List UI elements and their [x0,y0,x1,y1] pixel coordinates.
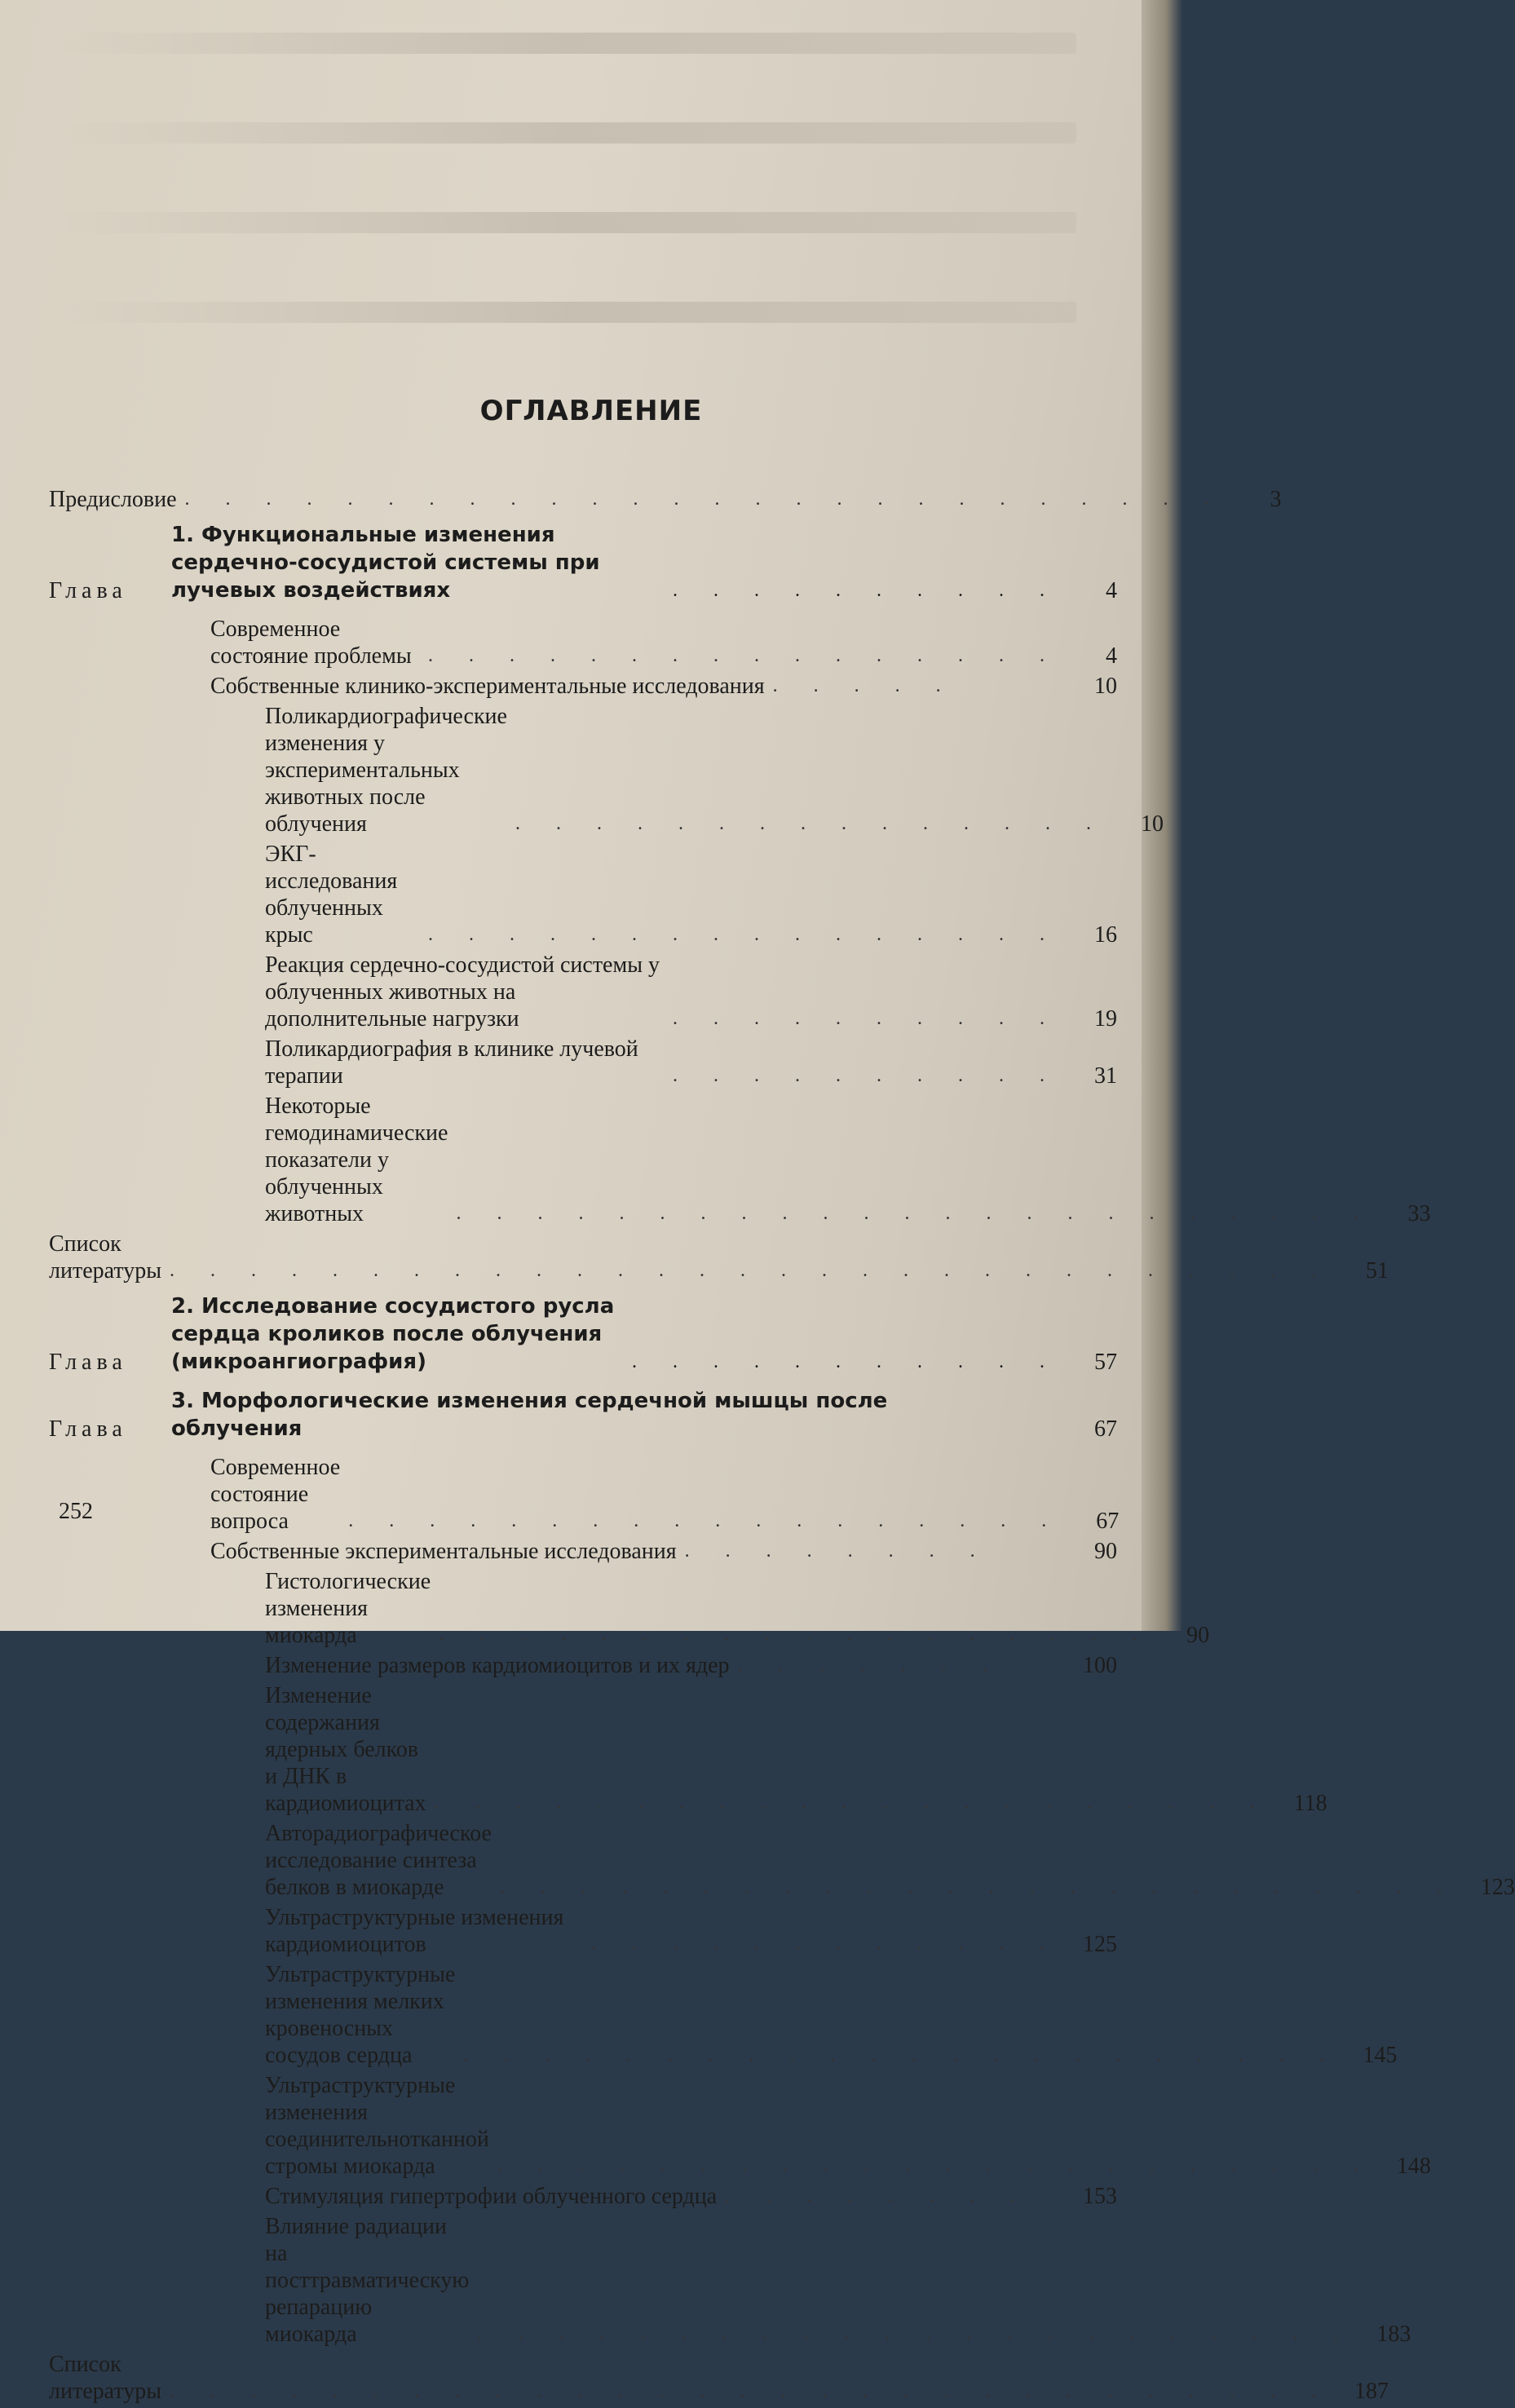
toc-page-number: 19 [1094,1006,1117,1032]
leader-dots: . . . . . . . . . . . . . . . . [428,924,1060,945]
toc-page-number: 145 [1363,2043,1398,2068]
page-number-folio: 252 [59,1499,93,1524]
toc-entry [49,1961,1398,2069]
toc-page-number: 67 [1096,1509,1120,1534]
toc-entry-text: Влияние радиации на посттравматическую репарацию миокарда [265,2214,470,2347]
toc-chapter-3 [49,1387,1117,1443]
toc-entry-text: Авторадиографическое исследование синтеза белков в миокарде [265,1821,492,1900]
chapter-title: 3. Морфологические изменения сердечной мышцы после облучения [171,1389,888,1441]
toc-entry [49,1454,1120,1535]
toc-page-number: 153 [1083,2184,1117,2209]
toc-entry-preface [49,486,1282,513]
chapter-title: 1. Функциональные изменения сердечно-сосудистой системы при лучевых воздействиях [171,523,600,603]
bleed-through-line [57,122,1076,144]
toc-entry [49,952,1117,1032]
toc-page-number: 183 [1376,2322,1411,2347]
leader-dots: . . . . . . . . . . . . . . . . . . . . . . . [456,1203,1374,1224]
bleed-through-line [57,302,1076,323]
toc-entry-text: Собственные экспериментальные исследования [210,1539,677,1564]
toc-page-number: 31 [1094,1063,1117,1089]
toc-entry-text: Список литературы [49,2352,162,2404]
toc-page-number: 125 [1083,1932,1117,1957]
toc-page-number: 123 [1480,1875,1515,1900]
toc-entry [49,2072,1431,2180]
toc-entry [49,841,1117,948]
toc-entry [49,616,1117,669]
toc-entry-text: Современное состояние проблемы [210,616,412,669]
leader-dots: . . . . . . . . [725,2185,1031,2207]
toc-entry-text: Ультраструктурные изменения мелких кровеносных сосудов сердца [265,1962,456,2068]
toc-chapter-2 [49,1292,1117,1376]
toc-page-number: 118 [1293,1791,1327,1816]
toc-page-number: 100 [1083,1653,1117,1678]
leader-dots: . . . . . . . . . . . [632,1351,1060,1372]
toc-entry-references [49,1231,1389,1284]
toc-page-number: 10 [1094,674,1117,699]
leader-dots: . . . . . . . . . . . . . . . . . . . . . . . . . . . . . [170,1260,1332,1281]
toc-entry [49,1820,1515,1901]
toc-entry-text: Изменение размеров кардиомиоцитов и их ядер [265,1653,730,1678]
toc-page-number: 187 [1354,2379,1389,2404]
toc-entry [49,1538,1117,1565]
leader-dots: . . . . . . . . . . . . [591,1933,1060,1955]
toc-entry [49,703,1164,837]
leader-dots: . . . . . . . . . . . . . . . [515,813,1106,834]
toc-entry-text: Собственные клинико-экспериментальные исследования [210,674,765,699]
toc-entry [49,1682,1327,1817]
toc-entry-text: Изменение содержания ядерных белков и ДНК в кардиомиоцитах [265,1683,426,1816]
toc-entry [49,2213,1411,2348]
chapter-title: 2. Исследование сосудистого русла сердца кроликов после облучения (микроангиография) [171,1294,615,1374]
toc-page-number: 4 [1106,643,1117,669]
chapter-label: Глава [49,1416,127,1442]
leader-dots: . . . . . . . . . . . . . . . . . . . . . . [463,2044,1341,2066]
toc-page-number: 33 [1407,1201,1431,1226]
leader-dots: . . . . . . . . . . . . . . . . . . . . . . . . . . . . . [170,2380,1332,2401]
leader-dots: . . . . . . . . . . . . . . . . . . . . . [434,1792,1270,1814]
toc-page-number: 10 [1140,811,1164,837]
toc-page-number: 51 [1366,1258,1389,1284]
leader-dots: . . . . . . . [737,1655,1003,1676]
toc-entry-text: Предисловие [49,487,177,512]
toc-entry-references [49,2351,1389,2405]
leader-dots: . . . . . . . . . . . . . . . . [428,645,1060,666]
toc-entry-text: Ультраструктурные изменения кардиомиоцитов [265,1905,564,1957]
toc-page-number: 67 [1094,1416,1117,1442]
toc-page-number: 90 [1094,1539,1117,1564]
leader-dots: . . . . . . . . . . . . . . . . . . . . . . . . . . [184,488,1225,510]
toc-entry-text: Поликардиография в клинике лучевой терапии [265,1036,638,1089]
chapter-label: Глава [49,578,127,603]
leader-dots: . . . . . . . . . . [673,1065,1060,1086]
bleed-through-line [57,33,1076,54]
toc-entry [49,1652,1117,1679]
toc-entry-text: Поликардиографические изменения у экспериментальных животных после облучения [265,704,507,837]
toc-entry-text: Список литературы [49,1231,162,1284]
leader-dots: . . . . . . . . . . . . . . . . . . . . . . [497,2155,1374,2176]
toc-page-number: 4 [1106,578,1117,603]
toc-entry-text: Некоторые гемодинамические показатели у облученных животных [265,1094,448,1226]
bleed-through-line [57,212,1076,233]
toc-entry-text: Современное состояние вопроса [210,1455,341,1534]
table-of-contents [49,486,1515,2408]
leader-dots: . . . . . . . . . . . . . . . . . . . . . . . . [499,1876,1458,1898]
leader-dots: . . . . . [772,675,956,696]
toc-entry [49,1904,1117,1958]
leader-dots: . . . . . . . . . . . . . . . . . . [439,1624,1153,1646]
toc-entry-text: Гистологические изменения миокарда [265,1569,431,1648]
leader-dots: . . . . . . . . . . . . . . . . . . [348,1510,1062,1531]
toc-page-number: 3 [1270,487,1282,512]
toc-entry-text: Реакция сердечно-сосудистой системы у облученных животных на дополнительные нагрузки [265,952,660,1032]
toc-entry-text: Ультраструктурные изменения соединительнотканной стромы миокарда [265,2073,489,2179]
toc-entry [49,673,1117,700]
leader-dots: . . . . . . . . . . . . . . . . . . . . . . [477,2323,1354,2344]
leader-dots: . . . . . . . . . . [673,580,1060,601]
toc-page-number: 57 [1094,1350,1117,1375]
toc-entry [49,1093,1431,1227]
toc-entry [49,1568,1210,1649]
toc-entry-text: ЭКГ-исследования облученных крыс [265,842,398,948]
page-title: ОГЛАВЛЕНИЕ [479,395,703,427]
leader-dots: . . . . . . . . . . [673,1008,1060,1029]
chapter-label: Глава [49,1350,127,1375]
leader-dots: . . . . . . . . [684,1540,991,1562]
toc-entry [49,2183,1117,2210]
toc-page-number: 16 [1094,922,1117,948]
toc-chapter-1 [49,521,1117,604]
toc-entry [49,1036,1117,1089]
toc-page-number: 148 [1396,2154,1431,2179]
toc-entry-text: Стимуляция гипертрофии облученного сердца [265,2184,718,2209]
toc-page-number: 90 [1186,1623,1210,1648]
